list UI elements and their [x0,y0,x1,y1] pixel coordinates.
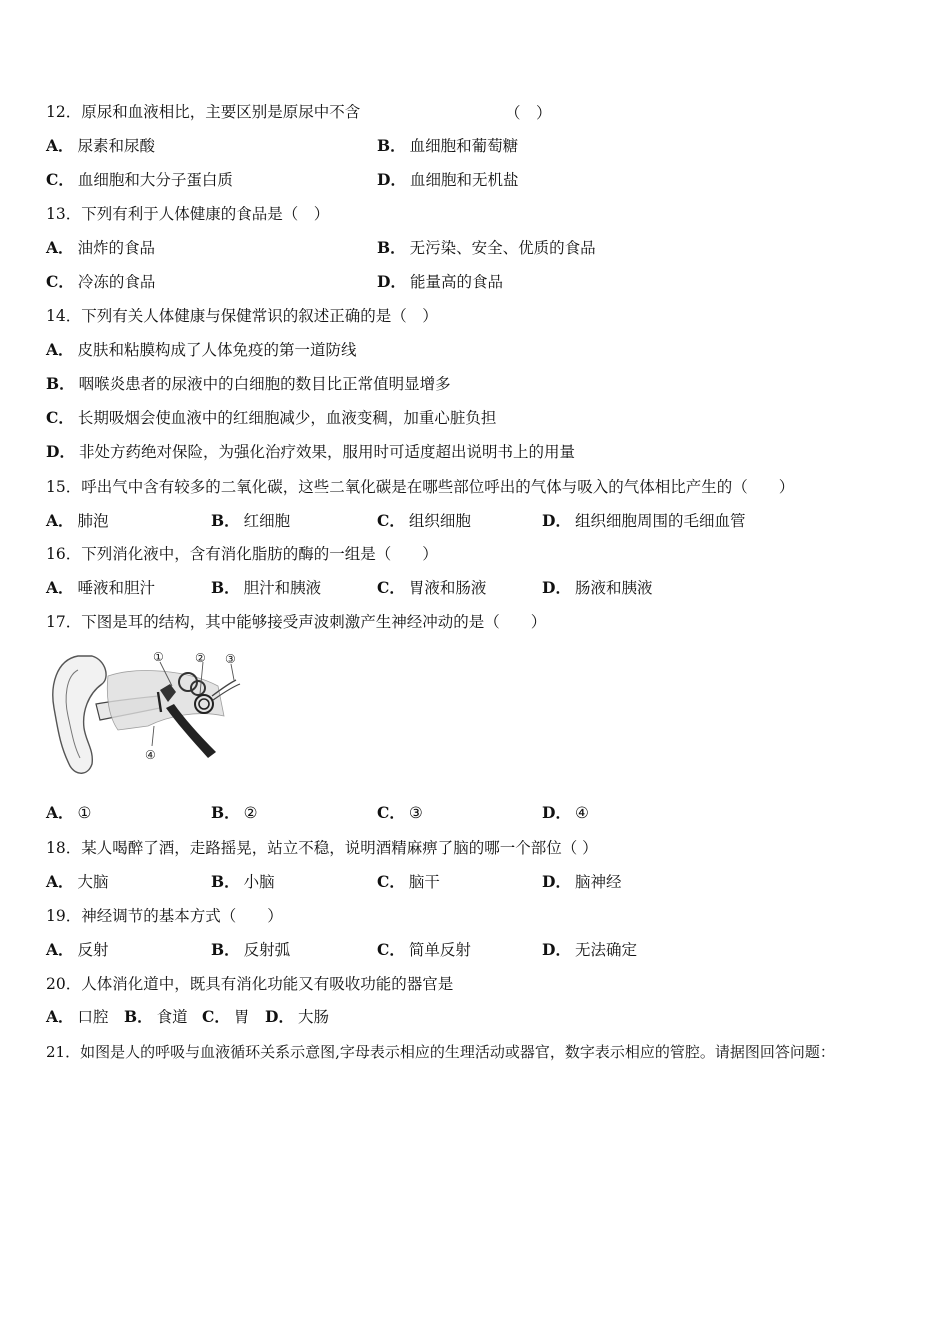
ear-diagram [48,646,248,780]
label-3: ③ [225,652,236,666]
ear-structure-figure [48,646,248,780]
question-21-stem: 21．如图是人的呼吸与血液循环关系示意图,字母表示相应的生理活动或器官，数字表示相应的管腔。请据图回答问题： [46,1043,835,1061]
option-b: B． 咽喉炎患者的尿液中的白细胞的数目比正常值明显增多 [46,374,451,393]
leader-line [231,664,234,680]
question-15-stem: 15．呼出气中含有较多的二氧化碳，这些二氧化碳是在哪些部位呼出的气体与吸入的气体相比产生的（ ） [46,478,795,496]
option-c: C． ③ [377,803,423,822]
option-b: B． 血细胞和葡萄糖 [377,136,519,155]
option-c: C． 胃液和肠液 [377,578,487,597]
answer-bracket: （ ） [505,104,552,122]
option-c: C． 简单反射 [377,940,471,959]
question-18-stem: 18．某人喝醉了酒，走路摇晃，站立不稳，说明酒精麻痹了脑的哪一个部位（ ） [46,839,598,857]
option-a: A． 皮肤和粘膜构成了人体免疫的第一道防线 [46,340,357,359]
option-c: C． 脑干 [377,872,440,891]
question-12-stem: 12．原尿和血液相比，主要区别是原尿中不含 [46,103,361,121]
option-a: A． 油炸的食品 [46,238,156,257]
option-a: A． 肺泡 [46,511,109,530]
question-16-stem: 16．下列消化液中，含有消化脂肪的酶的一组是（ ） [46,545,438,563]
option-b: B． 食道 [124,1007,188,1026]
leader-line [152,726,154,746]
question-17-stem: 17．下图是耳的结构，其中能够接受声波刺激产生神经冲动的是（ ） [46,613,547,631]
option-c: C． 胃 [202,1007,250,1026]
option-d: D． 非处方药绝对保险，为强化治疗效果，服用时可适度超出说明书上的用量 [46,442,575,461]
question-19-stem: 19．神经调节的基本方式（ ） [46,907,283,925]
question-14-stem: 14．下列有关人体健康与保健常识的叙述正确的是（ ） [46,307,438,325]
label-1: ① [153,650,164,664]
option-d: D． 能量高的食品 [377,272,503,291]
option-a: A． 大脑 [46,872,109,891]
option-c: C． 血细胞和大分子蛋白质 [46,170,233,189]
option-b: B． 红细胞 [211,511,291,530]
option-d: D． 肠液和胰液 [542,578,653,597]
option-c: C． 长期吸烟会使血液中的红细胞减少，血液变稠，加重心脏负担 [46,408,497,427]
option-b: B． 小脑 [211,872,275,891]
option-b: B． 反射弧 [211,940,291,959]
option-b: B． ② [211,803,258,822]
option-d: D． 血细胞和无机盐 [377,170,519,189]
option-b: B． 无污染、安全、优质的食品 [377,238,596,257]
label-4: ④ [145,748,156,762]
option-c: C． 冷冻的食品 [46,272,156,291]
question-20-stem: 20．人体消化道中，既具有消化功能又有吸收功能的器官是 [46,975,454,993]
option-d: D． 无法确定 [542,940,637,959]
option-a: A． 尿素和尿酸 [46,136,156,155]
option-d: D． 脑神经 [542,872,622,891]
label-2: ② [195,651,206,665]
option-a: A． 口腔 [46,1007,109,1026]
option-d: D． ④ [542,803,589,822]
option-a: A． 唾液和胆汁 [46,578,156,597]
option-d: D． 大肠 [265,1007,329,1026]
option-b: B． 胆汁和胰液 [211,578,322,597]
option-d: D． 组织细胞周围的毛细血管 [542,511,746,530]
option-a: A． ① [46,803,92,822]
option-c: C． 组织细胞 [377,511,471,530]
question-13-stem: 13．下列有利于人体健康的食品是（ ） [46,205,330,223]
option-a: A． 反射 [46,940,109,959]
